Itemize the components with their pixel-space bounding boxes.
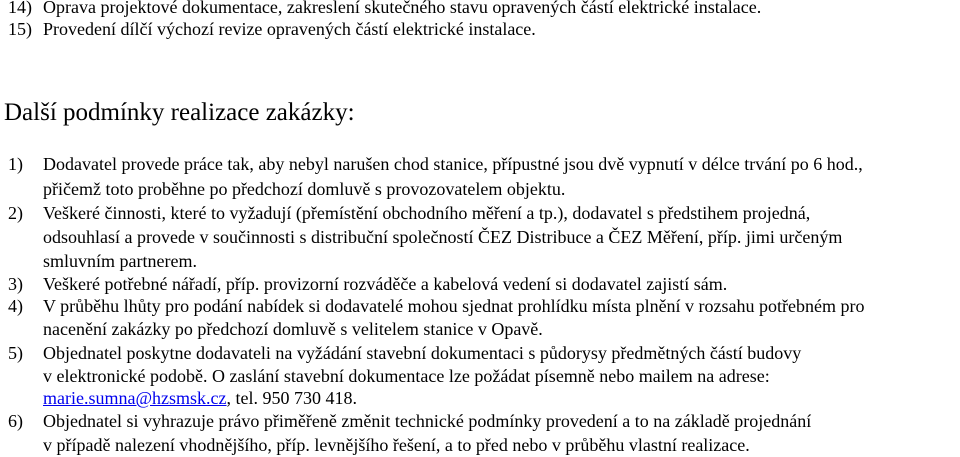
item-text: Oprava projektové dokumentace, zakreslení skutečného stavu opravených částí elektrické instalace. bbox=[43, 0, 762, 17]
condition-text: Veškeré činnosti, které to vyžadují (přemístění obchodního měření a tp.), dodavatel s předstihem projedná, bbox=[43, 203, 811, 223]
condition-text: v elektronické podobě. O zaslání stavební dokumentace lze požádat písemně nebo mailem na adrese: bbox=[43, 366, 770, 386]
condition-text: smluvním partnerem. bbox=[43, 251, 197, 271]
condition-number: 4) bbox=[8, 296, 23, 316]
condition-number: 3) bbox=[8, 274, 23, 294]
condition-text: V průběhu lhůty pro podání nabídek si dodavatelé mohou sjednat prohlídku místa plnění v rozsahu potřebném pro bbox=[43, 296, 865, 316]
condition-text: nacenění zakázky po předchozí domluvě s velitelem stanice v Opavě. bbox=[43, 319, 543, 339]
condition-number: 6) bbox=[8, 411, 23, 431]
item-number: 14) bbox=[8, 0, 32, 17]
item-text: Provedení dílčí výchozí revize opravených částí elektrické instalace. bbox=[43, 19, 536, 39]
condition-text: Veškeré potřebné nářadí, příp. provizorní rozváděče a kabelová vedení si dodavatel zajistí sám. bbox=[43, 274, 728, 294]
section-title: Další podmínky realizace zakázky: bbox=[4, 99, 355, 126]
phone-text: , tel. 950 730 418. bbox=[226, 388, 358, 408]
condition-text: v případě nalezení vhodnějšího, příp. levnějšího řešení, a to před nebo v průběhu vlastní realizace. bbox=[43, 435, 750, 455]
condition-number: 2) bbox=[8, 203, 23, 223]
condition-contact bbox=[43, 387, 357, 409]
condition-text: přičemž toto proběhne po předchozí domluvě s provozovatelem objektu. bbox=[43, 179, 566, 199]
condition-text: Dodavatel provede práce tak, aby nebyl narušen chod stanice, přípustné jsou dvě vypnutí v délce trvání po 6 hod., bbox=[43, 154, 863, 174]
condition-number: 5) bbox=[8, 343, 23, 363]
condition-text: odsouhlasí a provede v součinnosti s distribuční společností ČEZ Distribuce a ČEZ Měření, příp. jimi určeným bbox=[43, 227, 843, 247]
condition-text: Objednatel si vyhrazuje právo přiměřeně změnit technické podmínky provedení a to na základě projednání bbox=[43, 411, 812, 431]
condition-text: Objednatel poskytne dodavateli na vyžádání stavební dokumentaci s půdorysy předmětných částí budovy bbox=[43, 343, 802, 363]
email-link[interactable]: marie.sumna@hzsmsk.cz bbox=[43, 388, 227, 408]
condition-number: 1) bbox=[8, 154, 23, 174]
item-number: 15) bbox=[8, 19, 32, 39]
